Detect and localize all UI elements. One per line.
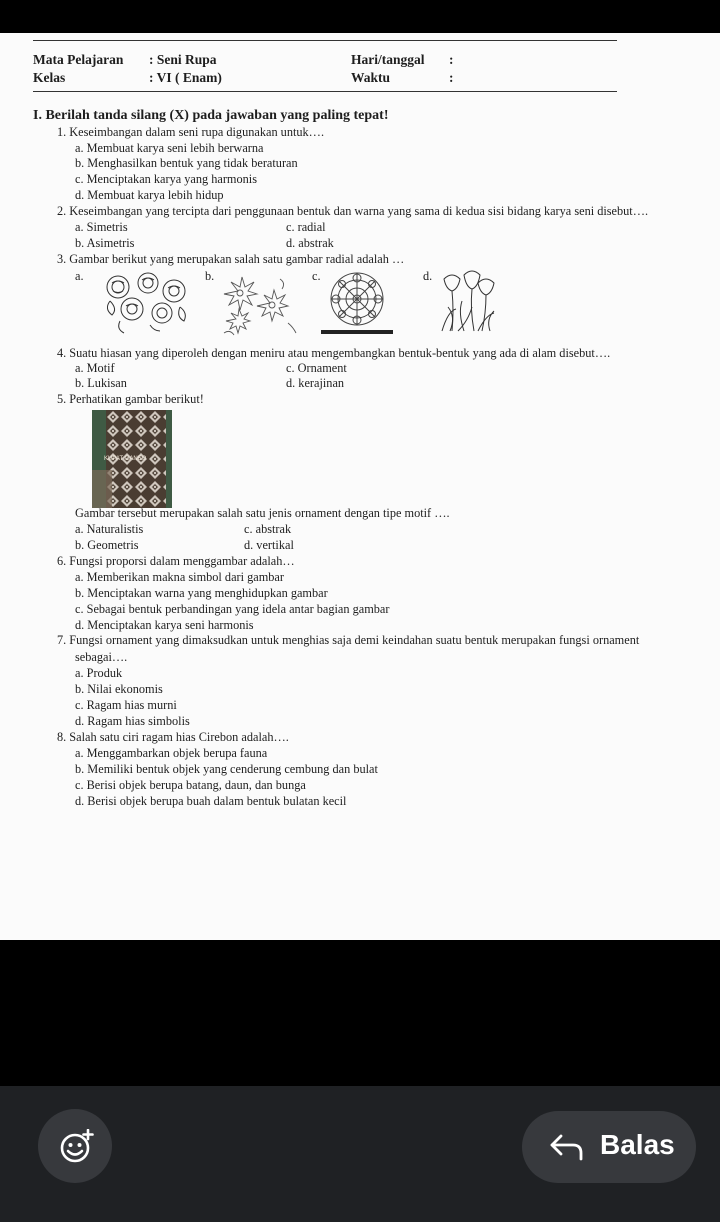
question-8: 8. Salah satu ciri ragam hias Cirebon adalah….	[57, 730, 289, 744]
q6-option-c: c. Sebagai bentuk perbandingan yang idela antar bagian gambar	[75, 602, 390, 616]
q2-option-a: a. Simetris	[75, 220, 128, 234]
question-1: 1. Keseimbangan dalam seni rupa digunakan untuk….	[57, 125, 325, 139]
question-7: 7. Fungsi ornament yang dimaksudkan untuk menghias saja demi keindahan suatu bentuk merupakan fungsi ornament	[57, 633, 640, 647]
q1-option-a: a. Membuat karya seni lebih berwarna	[75, 141, 264, 155]
q6-option-d: d. Menciptakan karya seni harmonis	[75, 618, 254, 632]
q7-option-c: c. Ragam hias murni	[75, 698, 177, 712]
header-bottom-rule	[33, 91, 617, 92]
q3-image-a-roses	[100, 271, 192, 335]
subject-value: : Seni Rupa	[149, 52, 217, 67]
q5-batik-photo	[92, 410, 172, 508]
question-7-continued: sebagai….	[75, 650, 128, 664]
subject-label: Mata Pelajaran	[33, 52, 124, 67]
question-2: 2. Keseimbangan yang tercipta dari penggunaan bentuk dan warna yang sama di kedua sisi bidang karya seni disebut….	[57, 204, 649, 218]
q8-option-c: c. Berisi objek berupa batang, daun, dan bunga	[75, 778, 306, 792]
question-5-text: 5. Perhatikan gambar berikut!	[57, 392, 204, 406]
q5-option-a: a. Naturalistis	[75, 522, 144, 536]
q3-option-d: d.	[423, 269, 433, 283]
question-3: 3. Gambar berikut yang merupakan salah satu gambar radial adalah …	[57, 252, 405, 266]
q5-caption: Gambar tersebut merupakan salah satu jenis ornament dengan tipe motif ….	[75, 506, 450, 520]
class-label: Kelas	[33, 70, 66, 85]
q7-option-b: b. Nilai ekonomis	[75, 682, 163, 696]
q6-option-b: b. Menciptakan warna yang menghidupkan gambar	[75, 586, 328, 600]
q8-option-b: b. Memiliki bentuk objek yang cenderung cembung dan bulat	[75, 762, 378, 776]
q5-option-b: b. Geometris	[75, 538, 139, 552]
document-photo	[0, 33, 720, 940]
q1-option-d: d. Membuat karya lebih hidup	[75, 188, 224, 202]
reply-button[interactable]	[522, 1111, 696, 1183]
q2-option-c: c. radial	[286, 220, 326, 234]
q3-image-c-radial	[318, 271, 396, 335]
q5-option-d: d. vertikal	[244, 538, 294, 552]
day-value: :	[449, 52, 454, 67]
question-6: 6. Fungsi proporsi dalam menggambar adalah…	[57, 554, 295, 568]
batik-label: KUPAT GANEO	[104, 456, 147, 462]
time-value: :	[449, 70, 454, 85]
q1-option-b: b. Menghasilkan bentuk yang tidak beraturan	[75, 156, 298, 170]
q8-option-d: d. Berisi objek berupa buah dalam bentuk bulatan kecil	[75, 794, 347, 808]
day-label: Hari/tanggal	[351, 52, 425, 67]
header-top-rule	[33, 40, 617, 41]
time-label: Waktu	[351, 70, 391, 85]
q7-option-a: a. Produk	[75, 666, 123, 680]
q4-option-b: b. Lukisan	[75, 376, 127, 390]
q3-option-b: b.	[205, 269, 215, 283]
top-bar	[0, 0, 720, 33]
section-title: I. Berilah tanda silang (X) pada jawaban yang paling tepat!	[33, 108, 389, 123]
q4-option-a: a. Motif	[75, 361, 115, 375]
q3-image-b-flowers	[218, 273, 298, 337]
q5-option-c: c. abstrak	[244, 522, 292, 536]
q6-option-a: a. Memberikan makna simbol dari gambar	[75, 570, 284, 584]
q2-option-d: d. abstrak	[286, 236, 334, 250]
q4-option-c: c. Ornament	[286, 361, 347, 375]
emoji-add-icon	[59, 1129, 95, 1165]
q3-option-a: a.	[75, 269, 84, 283]
class-value: : VI ( Enam)	[149, 70, 222, 85]
q8-option-a: a. Menggambarkan objek berupa fauna	[75, 746, 268, 760]
q1-option-c: c. Menciptakan karya yang harmonis	[75, 172, 257, 186]
q4-option-d: d. kerajinan	[286, 376, 345, 390]
question-4: 4. Suatu hiasan yang diperoleh dengan meniru atau mengembangkan bentuk-bentuk yang ada di alam disebut….	[57, 346, 611, 360]
reply-label: Balas	[600, 1129, 675, 1160]
q3-option-c: c.	[312, 269, 321, 283]
q2-option-b: b. Asimetris	[75, 236, 135, 250]
q7-option-d: d. Ragam hias simbolis	[75, 714, 190, 728]
emoji-reaction-button[interactable]	[38, 1109, 112, 1183]
q3-image-d-tulips	[438, 269, 498, 335]
question-5	[57, 392, 204, 407]
reply-arrow-icon	[549, 1133, 585, 1161]
